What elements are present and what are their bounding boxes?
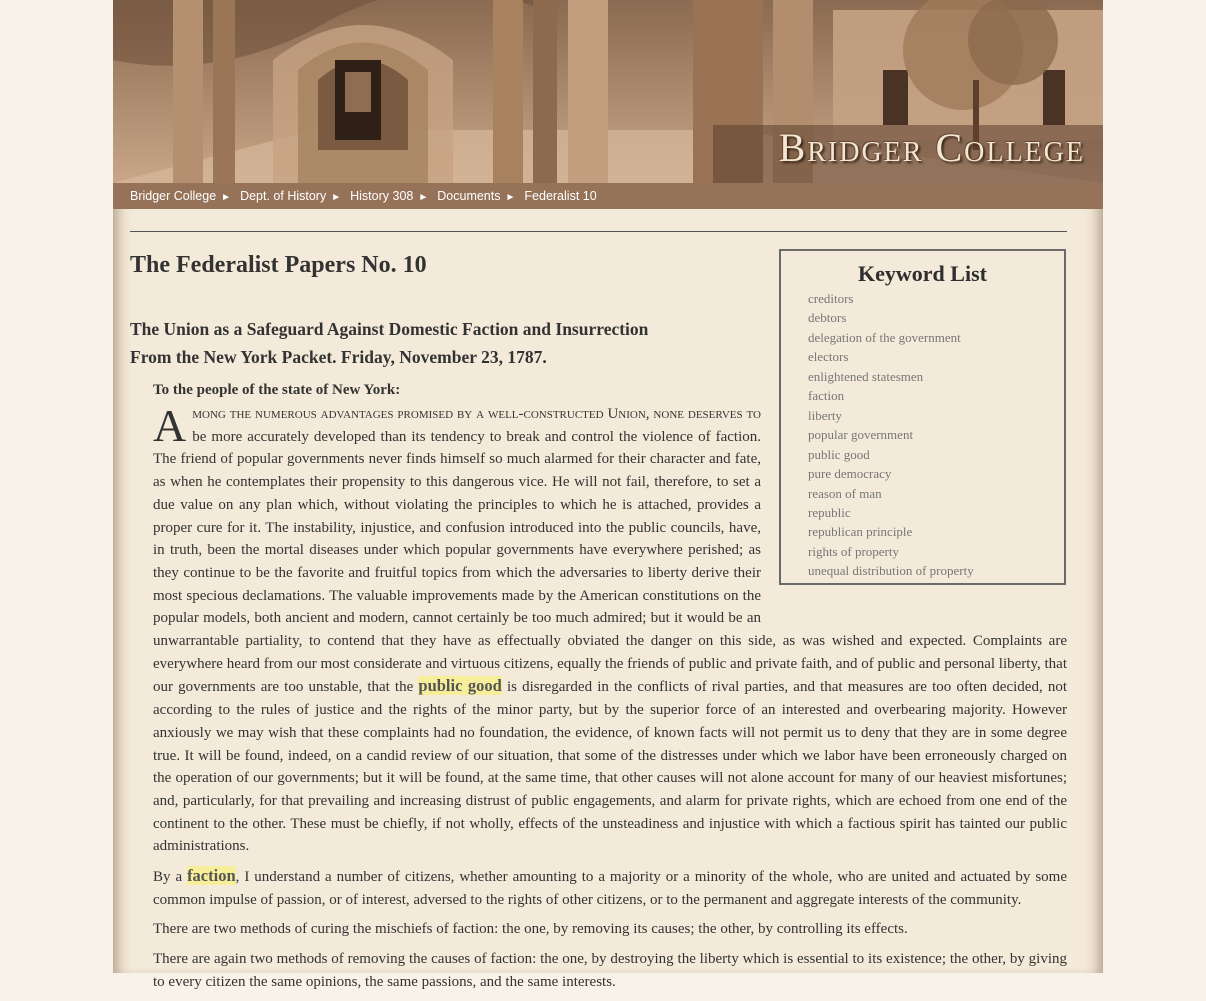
drop-cap: A <box>153 400 187 451</box>
salutation: To the people of the state of New York: <box>153 382 401 398</box>
keyword-item[interactable]: creditors <box>808 291 854 306</box>
keyword-item[interactable]: pure democracy <box>808 466 892 482</box>
paragraph-2: By a faction, I understand a number of citizens, whether amounting to a majority or a minority of the whole, who are united and actuated by some common impulse of passion, or of interest, adversed to the rights of other citizens, or to the permanent and aggregate interests of the community. <box>153 866 1067 908</box>
page-title: The Federalist Papers No. 10 <box>130 252 427 278</box>
article-subtitle: The Union as a Safeguard Against Domestic Faction and Insurrection <box>130 319 649 339</box>
keyword-item[interactable]: faction <box>808 388 845 404</box>
keyword-item[interactable]: delegation of the government <box>808 329 961 345</box>
keyword-highlight-public-good[interactable]: public good <box>418 676 502 696</box>
breadcrumb-item-history-dept[interactable]: Dept. of History ► <box>240 189 342 203</box>
keyword-item[interactable]: debtors <box>808 310 847 326</box>
page-container <box>113 0 1103 990</box>
arrow-right-icon: ► <box>331 192 342 203</box>
banner <box>113 0 1103 183</box>
keyword-item[interactable]: enlightened statesmen <box>808 368 924 384</box>
breadcrumb-item-history-308[interactable]: History 308 ► <box>350 189 429 203</box>
keyword-item[interactable]: reason of man <box>808 485 882 501</box>
article-source: From the New York Packet. Friday, November 23, 1787. <box>130 347 547 367</box>
arrow-right-icon: ► <box>221 192 232 203</box>
lead-in: mong the numerous advantages promised by a well-constructed Union, none deserves to <box>192 406 761 422</box>
keyword-item[interactable]: popular government <box>808 427 914 443</box>
keyword-item[interactable]: republican principle <box>808 524 913 540</box>
breadcrumb-item-current: Federalist 10 <box>524 189 597 203</box>
breadcrumb <box>113 183 1103 209</box>
arrow-right-icon: ► <box>505 192 516 203</box>
breadcrumb-item-college[interactable]: Bridger College ► <box>130 189 232 203</box>
keyword-item[interactable]: rights of property <box>808 543 899 559</box>
paragraph-1: Among the numerous advantages promised by a well-constructed Union, none deserves to be more accurately developed than its tendency to break and control the violence of faction. The friend of popular governments never finds himself so much alarmed for their character and fate, as when he contemplates their propensity to this dangerous vice. He will not fail, therefore, to set a due value on any plan which, without violating the principles to which he is attached, provides a proper cure for it. The instability, injustice, and confusion introduced into the public councils, have, in truth, been the mortal diseases under which popular governments have everywhere perished; as they continue to be the favorite and fruitful topics from which the adversaries to liberty derive their most specious declamations. The valuable improvements made by the American constitutions on the popular models, both ancient and modern, cannot certainly be too much admired; but it would be an unwarrantable partiality, to contend that they have as effectually obviated the danger on this side, as was wished and expected. Complaints are everywhere heard from our most considerate and virtuous citizens, equally the friends of public and private faith, and of public and personal liberty, that our governments are too unstable, that the public good is disregarded in the conflicts of rival parties, and that measures are too often decided, not according to the rules of justice and the rights of the minor party, but by the superior force of an interested and overbearing majority. However anxiously we may wish that these complaints had no foundation, the evidence, of known facts will not permit us to deny that they are in some degree true. It will be found, indeed, on a candid review of our situation, that some of the distresses under which we labor have been erroneously charged on the operation of our governments; but it will be found, at the same time, that other causes will not alone account for many of our heaviest misfortunes; and, particularly, for that prevailing and increasing distrust of public engagements, and alarm for private rights, which are echoed from one end of the continent to the other. These must be chiefly, if not wholly, effects of the unsteadiness and injustice with which a factious spirit has tainted our public administrations. <box>153 400 1067 855</box>
divider <box>130 231 1067 232</box>
keyword-highlight-faction[interactable]: faction <box>187 866 236 886</box>
breadcrumb-item-documents[interactable]: Documents ► <box>437 189 516 203</box>
keyword-item[interactable]: electors <box>808 349 849 365</box>
paragraph-4: There are again two methods of removing the causes of faction: the one, by destroying the liberty which is essential to its existence; the other, by giving to every citizen the same opinions, the same passions, and the same interests. <box>153 951 1067 990</box>
banner-title: Bridger College <box>778 125 1085 170</box>
keyword-panel-spacer <box>761 403 1067 616</box>
arrow-right-icon: ► <box>418 192 429 203</box>
keyword-item[interactable]: liberty <box>808 407 842 423</box>
keyword-item[interactable]: public good <box>808 446 870 462</box>
keyword-list-title: Keyword List <box>858 261 987 286</box>
keyword-item[interactable]: republic <box>808 504 851 520</box>
keyword-item[interactable]: unequal distribution of property <box>808 563 974 579</box>
paragraph-3: There are two methods of curing the mischiefs of faction: the one, by removing its causes; the other, by controlling its effects. <box>153 921 908 938</box>
article-body <box>153 380 1067 1001</box>
